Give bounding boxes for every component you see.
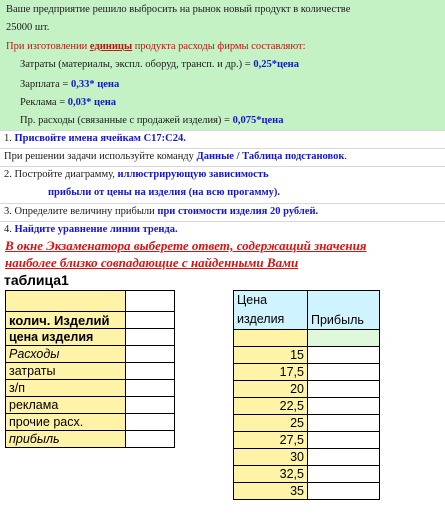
note-post: . — [344, 151, 348, 162]
exam-warning-line-1: В окне Экзаменатора выберете ответ, содержащий значения — [5, 238, 367, 253]
table2-header-price — [234, 291, 308, 330]
table1-row-spacer — [6, 291, 175, 312]
table1-label-advertising: реклама — [6, 397, 126, 414]
table1-spacer-label — [6, 291, 126, 312]
table1-row — [6, 329, 175, 346]
table1-label-quantity: колич. Изделий — [6, 312, 126, 329]
step-2-number: 2. Постройте диаграмму, — [4, 169, 118, 180]
table1-row — [6, 431, 175, 448]
table1-row — [6, 363, 175, 380]
table2-row-empty — [234, 330, 380, 347]
step-1-text — [4, 133, 186, 144]
table2-profit-cell[interactable] — [308, 364, 380, 381]
note-command-text — [4, 151, 347, 162]
note-pre: При решении задачи используйте команду — [4, 151, 197, 162]
table2-price-cell[interactable]: 32,5 — [234, 466, 308, 483]
cost-advertising-label: Реклама = — [20, 97, 68, 108]
step-2-line-2: прибыли от цены на изделия (на всю прогамму). — [48, 187, 281, 198]
table2-price-cell[interactable]: 27,5 — [234, 432, 308, 449]
step-4-instruction: Найдите уравнение линии тренда. — [14, 224, 178, 235]
step-2 — [0, 166, 445, 203]
table2-row — [234, 347, 380, 364]
table2-price-cell[interactable]: 22,5 — [234, 398, 308, 415]
step-1-number: 1. — [4, 133, 15, 144]
table2-profit-cell[interactable] — [308, 347, 380, 364]
step-4-text — [4, 224, 178, 235]
table1-cell-costs[interactable] — [126, 363, 175, 380]
table1-cell-price[interactable] — [126, 329, 175, 346]
table1-row — [6, 414, 175, 431]
table2-row — [234, 398, 380, 415]
task-line-3 — [6, 41, 306, 52]
task-line-3-pre: При изготовлении — [6, 41, 90, 52]
table1-cell-profit[interactable] — [126, 431, 175, 448]
table1-row — [6, 312, 175, 329]
table2-profit-cell[interactable] — [308, 398, 380, 415]
table2-row — [234, 381, 380, 398]
step-1-instruction: Присвойте имена ячейкам С17:С24. — [14, 133, 186, 144]
step-3 — [0, 203, 445, 221]
step-3-number: 3. Определите величину прибыли — [4, 206, 158, 217]
table1-spacer-value[interactable] — [126, 291, 175, 312]
table1-cell-other[interactable] — [126, 414, 175, 431]
table1-row — [6, 346, 175, 363]
table2-profit-cell[interactable] — [308, 483, 380, 500]
table2-price-cell[interactable]: 17,5 — [234, 364, 308, 381]
cost-materials-label: Затраты (материалы, экспл. оборуд, трансп. и др.) = — [20, 59, 254, 70]
table2-header-price-line-2: изделия — [237, 312, 285, 326]
table2 — [233, 290, 380, 500]
task-line-3-post: продукта расходы фирмы составляют: — [132, 41, 306, 52]
table1-cell-expenses[interactable] — [126, 346, 175, 363]
table2-row — [234, 483, 380, 500]
table2-row — [234, 432, 380, 449]
step-4-number: 4. — [4, 224, 15, 235]
table2-header-price-line-1: Цена — [237, 293, 268, 307]
table2-row — [234, 449, 380, 466]
table1-row — [6, 380, 175, 397]
cost-materials-value: 0,25*цена — [253, 59, 299, 70]
table2-price-cell[interactable]: 30 — [234, 449, 308, 466]
table2-price-cell[interactable]: 15 — [234, 347, 308, 364]
task-line-3-emphasis: единицы — [89, 41, 133, 52]
table1-label-profit: прибыль — [6, 431, 126, 448]
table1 — [5, 290, 175, 448]
task-line-2: 25000 шт. — [6, 22, 50, 33]
table2-row — [234, 415, 380, 432]
table2-row — [234, 466, 380, 483]
step-3-instruction: при стоимости изделия 20 рублей. — [157, 206, 319, 217]
task-line-1: Ваше предприятие решило выбросить на рынок новый продукт в количестве — [6, 4, 351, 15]
table1-title: таблица1 — [4, 272, 69, 288]
table2-price-cell[interactable]: 20 — [234, 381, 308, 398]
table2-formula-cell[interactable] — [308, 330, 380, 347]
table1-label-salary: з/п — [6, 380, 126, 397]
cost-other — [20, 115, 283, 126]
cost-other-label: Пр. расходы (связанные с продажей изделия) = — [20, 115, 233, 126]
table1-cell-salary[interactable] — [126, 380, 175, 397]
table2-profit-cell[interactable] — [308, 381, 380, 398]
table1-label-costs: затраты — [6, 363, 126, 380]
step-3-text — [4, 206, 318, 217]
cost-advertising-value: 0,03* цена — [67, 97, 117, 108]
step-4 — [0, 221, 445, 239]
exam-warning-line-2: наиболее близко совпадающие с найденными Вами — [5, 255, 299, 270]
cost-salary-value: 0,33* цена — [70, 79, 120, 90]
table2-profit-cell[interactable] — [308, 466, 380, 483]
table2-header-row — [234, 291, 380, 330]
step-2-line-1 — [4, 169, 269, 180]
table2-profit-cell[interactable] — [308, 432, 380, 449]
table2-header-profit: Прибыль — [308, 291, 380, 330]
table1-label-price: цена изделия — [6, 329, 126, 346]
cost-materials — [20, 59, 299, 70]
cost-other-value: 0,075*цена — [232, 115, 284, 126]
table2-price-cell[interactable]: 35 — [234, 483, 308, 500]
table2-profit-cell[interactable] — [308, 449, 380, 466]
table1-cell-advertising[interactable] — [126, 397, 175, 414]
cost-salary-label: Зарплата = — [20, 79, 71, 90]
table2-profit-cell[interactable] — [308, 415, 380, 432]
note-command — [0, 148, 445, 166]
task-description — [0, 0, 445, 146]
step-1 — [0, 130, 445, 148]
cost-advertising — [20, 97, 116, 108]
note-command-name: Данные / Таблица подстановок — [196, 151, 345, 162]
table2-row — [234, 364, 380, 381]
table1-label-expenses: Расходы — [6, 346, 126, 363]
table2-corner-cell[interactable] — [234, 330, 308, 347]
step-2-instruction: иллюстрирующую зависимость — [117, 169, 269, 180]
cost-salary — [20, 79, 119, 90]
table1-label-other: прочие расх. — [6, 414, 126, 431]
table1-cell-quantity[interactable] — [126, 312, 175, 329]
table2-price-cell[interactable]: 25 — [234, 415, 308, 432]
table1-row — [6, 397, 175, 414]
